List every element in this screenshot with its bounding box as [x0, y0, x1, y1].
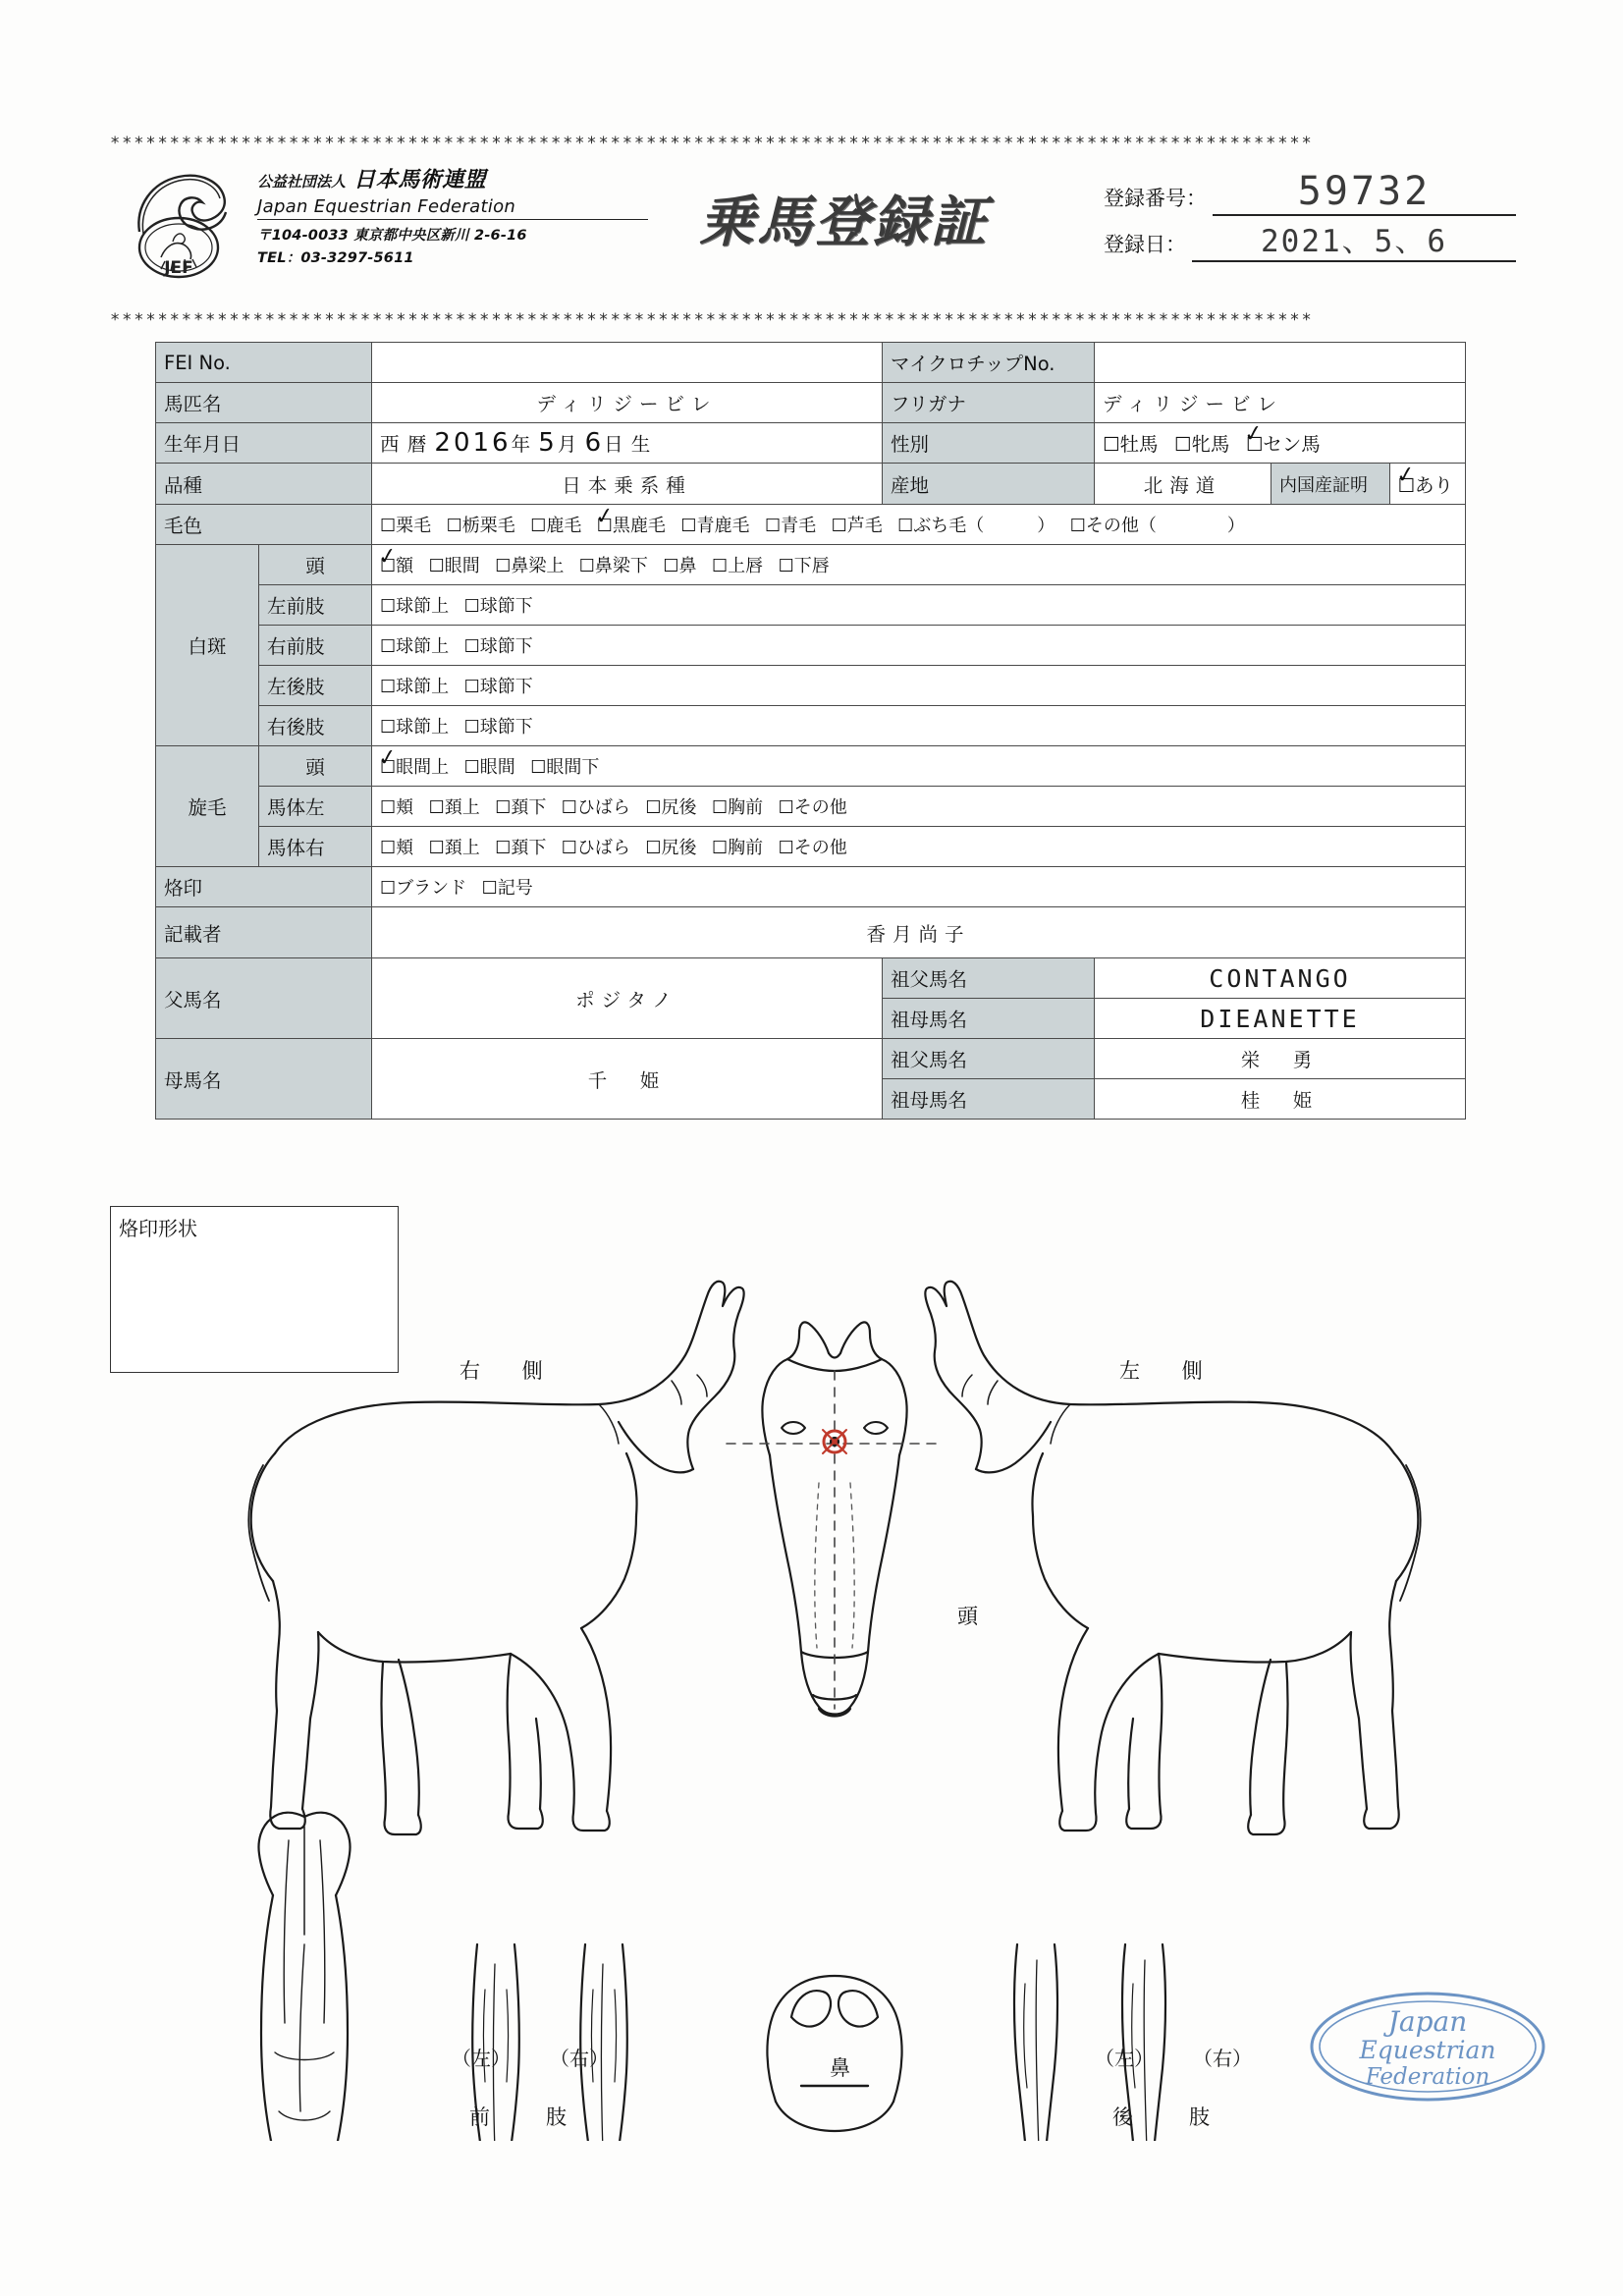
checkbox-empty[interactable]: ☐: [645, 797, 662, 818]
document-title: 乗馬登録証: [699, 191, 989, 254]
birth-month-unit: 月: [557, 433, 578, 456]
white-head-options[interactable]: [372, 545, 1466, 585]
checkbox-option[interactable]: [1103, 433, 1159, 456]
brand-label: 烙印: [156, 867, 372, 907]
registration-date-label: 登録日：: [1104, 232, 1186, 256]
table-row-white-limb: [156, 626, 1466, 666]
document-header: [110, 157, 1516, 304]
table-row-white-limb: [156, 706, 1466, 746]
checkbox-label: 球節下: [479, 596, 533, 617]
recorder-label: 記載者: [156, 907, 372, 958]
registration-date-row: [1104, 226, 1516, 262]
checkbox-label: 頚上: [444, 797, 480, 818]
domestic-option[interactable]: [1389, 464, 1465, 504]
checkbox-label: あり: [1414, 473, 1453, 497]
checkbox-label: 尻後: [661, 797, 697, 818]
checkbox-option[interactable]: [530, 757, 599, 778]
checkbox-label: 鹿毛: [546, 516, 582, 536]
table-row-whorl-body: [156, 787, 1466, 827]
white-head-label: 頭: [259, 545, 372, 585]
whorl-body-options-1[interactable]: [372, 827, 1466, 867]
checkbox-option[interactable]: [464, 636, 533, 657]
checkbox-label: 球節上: [396, 677, 450, 697]
checkbox-option[interactable]: [380, 556, 413, 576]
white-limb-options-0[interactable]: [372, 585, 1466, 626]
white-limb-options-2[interactable]: [372, 666, 1466, 706]
checkbox-empty[interactable]: ☐: [380, 838, 397, 858]
checkbox-empty[interactable]: ☐: [495, 838, 512, 858]
registration-date-value: 2021、5、6: [1192, 226, 1516, 262]
seal-line1: Japan: [1387, 2005, 1468, 2038]
checkbox-label: 頚上: [444, 838, 480, 858]
checkbox-empty[interactable]: ☐: [561, 838, 577, 858]
checkbox-empty[interactable]: ☐: [446, 516, 462, 536]
checkbox-option[interactable]: [380, 636, 449, 657]
registration-number-row: [1104, 171, 1516, 216]
right-side-label: 右 側: [460, 1359, 561, 1383]
sex-label: 性別: [883, 423, 1095, 464]
checkbox-empty[interactable]: ☐: [463, 636, 480, 657]
checkbox-option[interactable]: [429, 797, 480, 818]
dam-granddam-value[interactable]: 桂 姫: [1095, 1079, 1466, 1120]
checkbox-empty[interactable]: ☐: [495, 797, 512, 818]
asterisk-rule-bottom: *****************************************************************************************************: [110, 312, 1314, 329]
checkbox-label: その他: [793, 797, 847, 818]
organization-name-main: 日本馬術連盟: [353, 168, 487, 192]
checkbox-option[interactable]: [1246, 433, 1321, 456]
checkbox-option[interactable]: [779, 797, 847, 818]
sire-grandsire-value[interactable]: CONTANGO: [1095, 958, 1466, 999]
checkbox-empty[interactable]: ☐: [380, 717, 397, 738]
checkbox-empty[interactable]: ☐: [380, 596, 397, 617]
checkbox-empty[interactable]: ☐: [463, 596, 480, 617]
dam-granddam-label: 祖母馬名: [883, 1079, 1095, 1120]
birth-year: 2016: [434, 428, 512, 458]
checkbox-label: セン馬: [1263, 433, 1321, 456]
birth-day-unit: 日 生: [604, 433, 652, 456]
checkbox-checked[interactable]: ☐ ✓: [1398, 474, 1415, 497]
checkbox-option[interactable]: [779, 838, 847, 858]
seal-line2: Equestrian: [1359, 2036, 1496, 2064]
checkbox-label: 頚下: [511, 838, 547, 858]
whorl-body-options-0[interactable]: [372, 787, 1466, 827]
brand-shape-label: 烙印形状: [119, 1217, 197, 1240]
checkbox-empty[interactable]: ☐: [778, 838, 794, 858]
checkbox-empty[interactable]: ☐: [1103, 433, 1120, 456]
birth-day: 6: [584, 428, 605, 458]
checkbox-option[interactable]: [663, 556, 696, 576]
checkbox-label: 頬: [396, 797, 414, 818]
checkbox-label: 眼間下: [546, 757, 600, 778]
organization-name-en: Japan Equestrian Federation: [257, 196, 516, 217]
dam-grandsire-label: 祖父馬名: [883, 1039, 1095, 1079]
white-limb-label-1: 右前肢: [259, 626, 372, 666]
table-row-horse-name: [156, 383, 1466, 423]
registration-info: [1104, 171, 1516, 272]
front-limb-label: 前 肢: [469, 2105, 584, 2129]
checkbox-option[interactable]: [712, 556, 763, 576]
white-limb-options-1[interactable]: [372, 626, 1466, 666]
checkbox-option[interactable]: [495, 556, 564, 576]
checkbox-empty[interactable]: ☐: [495, 556, 512, 576]
checkbox-empty[interactable]: ☐: [1069, 516, 1086, 536]
checkbox-label: 牝馬: [1191, 433, 1230, 456]
checkbox-option[interactable]: [482, 878, 533, 899]
whorl-body-label-0: 馬体左: [259, 787, 372, 827]
checkbox-empty[interactable]: ☐: [778, 556, 794, 576]
seal-line3: Federation: [1365, 2064, 1490, 2090]
checkbox-label: 眼間: [444, 556, 480, 576]
checkbox-label: ぶち毛（ ）: [913, 516, 1055, 536]
table-row-white-limb: [156, 666, 1466, 706]
checkbox-label: 下唇: [793, 556, 830, 576]
header-divider: [257, 219, 648, 220]
table-row-breed: [156, 464, 1466, 505]
checkbox-empty[interactable]: ☐: [463, 677, 480, 697]
checkbox-option[interactable]: [645, 797, 696, 818]
checkbox-empty[interactable]: ☐: [380, 516, 397, 536]
checkbox-label: 球節上: [396, 636, 450, 657]
checkbox-label: その他（ ）: [1085, 516, 1245, 536]
birth-prefix: 西 暦: [380, 433, 428, 456]
checkbox-option[interactable]: [645, 838, 696, 858]
furigana-label: フリガナ: [883, 383, 1095, 423]
checkbox-checked[interactable]: ☐ ✓: [380, 556, 396, 576]
checkbox-label: 胸前: [728, 797, 764, 818]
birth-year-unit: 年: [511, 433, 532, 456]
checkbox-empty[interactable]: ☐: [428, 797, 445, 818]
checkbox-label: 栃栗毛: [461, 516, 515, 536]
checkbox-empty[interactable]: ☐: [561, 797, 577, 818]
left-side-label: 左 側: [1119, 1359, 1220, 1383]
sire-granddam-value[interactable]: DIEANETTE: [1095, 999, 1466, 1039]
organization-name-jp: [257, 163, 670, 193]
checkbox-option[interactable]: [380, 596, 449, 617]
checkbox-empty[interactable]: ☐: [1173, 433, 1192, 456]
whorl-head-options[interactable]: [372, 746, 1466, 787]
domestic-cell: [1271, 464, 1466, 505]
checkbox-empty[interactable]: ☐: [530, 757, 547, 778]
sex-options[interactable]: [1095, 423, 1466, 464]
checkbox-label: 牡馬: [1119, 433, 1159, 456]
organization-address: 〒104-0033 東京都中央区新川 2-6-16: [257, 228, 527, 244]
checkbox-option[interactable]: [495, 838, 546, 858]
table-row-brand: [156, 867, 1466, 907]
checkbox-label: 球節下: [479, 677, 533, 697]
checkbox-option[interactable]: [380, 757, 449, 778]
checkbox-option[interactable]: [597, 516, 666, 536]
front-left-label: （左）: [452, 2047, 511, 2070]
checkbox-empty[interactable]: ☐: [578, 556, 595, 576]
checkbox-option[interactable]: [464, 757, 515, 778]
checkbox-option[interactable]: [380, 838, 413, 858]
coat-label: 毛色: [156, 505, 372, 545]
table-row-white-head: [156, 545, 1466, 585]
checkbox-option[interactable]: [464, 596, 533, 617]
checkbox-empty[interactable]: ☐: [380, 636, 397, 657]
checkbox-label: 鼻: [678, 556, 697, 576]
checkbox-label: ひばら: [576, 797, 630, 818]
table-row-whorl-body: [156, 827, 1466, 867]
checkbox-empty[interactable]: ☐: [897, 516, 914, 536]
checkbox-empty[interactable]: ☐: [645, 838, 662, 858]
checkbox-empty[interactable]: ☐: [481, 878, 498, 899]
white-limb-label-3: 右後肢: [259, 706, 372, 746]
checkbox-option[interactable]: [779, 556, 830, 576]
sire-granddam-label: 祖母馬名: [883, 999, 1095, 1039]
horse-name-label: 馬匹名: [156, 383, 372, 423]
breed-label: 品種: [156, 464, 372, 505]
furigana-value[interactable]: ディリジービレ: [1095, 383, 1466, 423]
checkbox-label: 栗毛: [396, 516, 432, 536]
checkbox-empty[interactable]: ☐: [530, 516, 547, 536]
microchip-value[interactable]: [1095, 343, 1466, 383]
checkbox-option[interactable]: [562, 838, 630, 858]
checkbox-checked[interactable]: ☐ ✓: [1246, 433, 1263, 456]
checkbox-label: 球節下: [479, 717, 533, 738]
checkbox-empty[interactable]: ☐: [463, 717, 480, 738]
checkbox-option[interactable]: [530, 516, 581, 536]
checkbox-empty[interactable]: ☐: [711, 556, 729, 576]
dam-label: 母馬名: [156, 1039, 372, 1120]
coat-options[interactable]: [372, 505, 1466, 545]
dam-grandsire-value[interactable]: 栄 勇: [1095, 1039, 1466, 1079]
hind-right-label: （右）: [1193, 2047, 1252, 2070]
checkbox-label: 球節上: [396, 717, 450, 738]
dam-value[interactable]: 千 姫: [372, 1039, 883, 1120]
checkbox-option[interactable]: [380, 717, 449, 738]
checkbox-label: ひばら: [576, 838, 630, 858]
checkbox-option[interactable]: [1398, 474, 1454, 497]
table-row-recorder: [156, 907, 1466, 958]
organization-block: [257, 163, 670, 267]
table-row-sire: [156, 958, 1466, 999]
checkbox-option[interactable]: [579, 556, 648, 576]
checkbox-empty[interactable]: ☐: [380, 797, 397, 818]
table-row-dam: [156, 1039, 1466, 1079]
head-label: 頭: [957, 1605, 978, 1628]
checkbox-empty[interactable]: ☐: [380, 878, 397, 899]
table-row-birth: [156, 423, 1466, 464]
checkbox-empty[interactable]: ☐: [831, 516, 847, 536]
asterisk-rule-top: *****************************************************************************************************: [110, 136, 1314, 152]
checkbox-label: 芦毛: [846, 516, 883, 536]
checkbox-label: ブランド: [396, 878, 467, 899]
table-row-white-limb: [156, 585, 1466, 626]
domestic-label: 内国産証明: [1271, 464, 1389, 504]
checkbox-empty[interactable]: ☐: [428, 556, 445, 576]
checkbox-option[interactable]: [712, 797, 763, 818]
checkbox-label: 頚下: [511, 797, 547, 818]
front-right-label: （右）: [550, 2047, 609, 2070]
checkbox-label: 眼間: [479, 757, 515, 778]
checkbox-label: その他: [793, 838, 847, 858]
checkbox-label: 鼻梁上: [511, 556, 565, 576]
checkbox-option[interactable]: [380, 677, 449, 697]
organization-prefix: 公益社団法人: [257, 173, 347, 191]
organization-telephone: TEL：03-3297-5611: [257, 250, 414, 266]
checkbox-label: 眼間上: [396, 757, 450, 778]
sire-value[interactable]: ポジタノ: [372, 958, 883, 1039]
svg-text:JEF: JEF: [164, 258, 193, 278]
checkbox-label: 青鹿毛: [696, 516, 750, 536]
checkbox-option[interactable]: [380, 516, 431, 536]
fei-value[interactable]: [372, 343, 883, 383]
sire-grandsire-label: 祖父馬名: [883, 958, 1095, 999]
checkbox-label: 上唇: [728, 556, 764, 576]
birth-value[interactable]: [372, 423, 883, 464]
checkbox-checked[interactable]: ☐ ✓: [597, 516, 613, 536]
checkbox-option[interactable]: [712, 838, 763, 858]
hind-left-label: （左）: [1095, 2047, 1154, 2070]
table-row-whorl-head: [156, 746, 1466, 787]
horse-conformation-diagram: [147, 1257, 1522, 2141]
registration-number-label: 登録番号：: [1104, 187, 1207, 210]
whorl-head-label: 頭: [259, 746, 372, 787]
registration-number-value: 59732: [1213, 171, 1516, 216]
checkbox-empty[interactable]: ☐: [778, 797, 794, 818]
checkbox-label: 球節上: [396, 596, 450, 617]
jef-logo: [122, 163, 242, 283]
checkbox-option[interactable]: [897, 516, 1055, 536]
checkbox-empty[interactable]: ☐: [711, 797, 729, 818]
microchip-label: マイクロチップNo.: [883, 343, 1095, 383]
checkbox-option[interactable]: [1070, 516, 1245, 536]
birth-month: 5: [538, 428, 558, 458]
checkbox-empty[interactable]: ☐: [428, 838, 445, 858]
breed-value[interactable]: 日本乗系種: [372, 464, 883, 505]
brand-options[interactable]: [372, 867, 1466, 907]
whorl-body-label-1: 馬体右: [259, 827, 372, 867]
checkbox-empty[interactable]: ☐: [764, 516, 782, 536]
white-limb-label-0: 左前肢: [259, 585, 372, 626]
origin-label: 産地: [883, 464, 1095, 505]
checkbox-label: 記号: [497, 878, 533, 899]
checkbox-option[interactable]: [562, 797, 630, 818]
origin-value[interactable]: 北海道: [1095, 464, 1271, 505]
white-limb-options-3[interactable]: [372, 706, 1466, 746]
white-label: 白斑: [156, 545, 259, 746]
checkbox-option[interactable]: [429, 556, 480, 576]
recorder-value[interactable]: 香月尚子: [372, 907, 1466, 958]
checkbox-empty[interactable]: ☐: [680, 516, 697, 536]
checkbox-label: 球節下: [479, 636, 533, 657]
checkbox-option[interactable]: [765, 516, 816, 536]
checkbox-option[interactable]: [380, 878, 466, 899]
checkbox-option[interactable]: [680, 516, 749, 536]
checkbox-label: 黒鹿毛: [612, 516, 666, 536]
whorl-label: 旋毛: [156, 746, 259, 867]
checkbox-option[interactable]: [1174, 433, 1230, 456]
checkbox-label: 額: [396, 556, 414, 576]
checkbox-label: 胸前: [728, 838, 764, 858]
hind-limb-label: 後 肢: [1112, 2105, 1227, 2129]
checkbox-option[interactable]: [832, 516, 883, 536]
checkbox-label: 鼻梁下: [594, 556, 648, 576]
horse-name-value[interactable]: ディリジービレ: [372, 383, 883, 423]
checkbox-option[interactable]: [447, 516, 515, 536]
checkbox-option[interactable]: [464, 677, 533, 697]
table-row-fei: [156, 343, 1466, 383]
nose-label: 鼻: [830, 2056, 850, 2080]
birth-label: 生年月日: [156, 423, 372, 464]
checkbox-option[interactable]: [495, 797, 546, 818]
checkbox-label: 尻後: [661, 838, 697, 858]
checkbox-empty[interactable]: ☐: [663, 556, 679, 576]
table-row-coat: [156, 505, 1466, 545]
fei-label: FEI No.: [156, 343, 372, 383]
checkbox-empty[interactable]: ☐: [711, 838, 729, 858]
checkbox-option[interactable]: [429, 838, 480, 858]
checkbox-option[interactable]: [464, 717, 533, 738]
checkbox-empty[interactable]: ☐: [380, 677, 397, 697]
checkbox-label: 青毛: [781, 516, 817, 536]
white-limb-label-2: 左後肢: [259, 666, 372, 706]
horse-data-table: [155, 342, 1466, 1120]
checkbox-option[interactable]: [380, 797, 413, 818]
checkbox-label: 頬: [396, 838, 414, 858]
checkbox-empty[interactable]: ☐: [463, 757, 480, 778]
sire-label: 父馬名: [156, 958, 372, 1039]
checkbox-checked[interactable]: ☐ ✓: [380, 757, 396, 778]
